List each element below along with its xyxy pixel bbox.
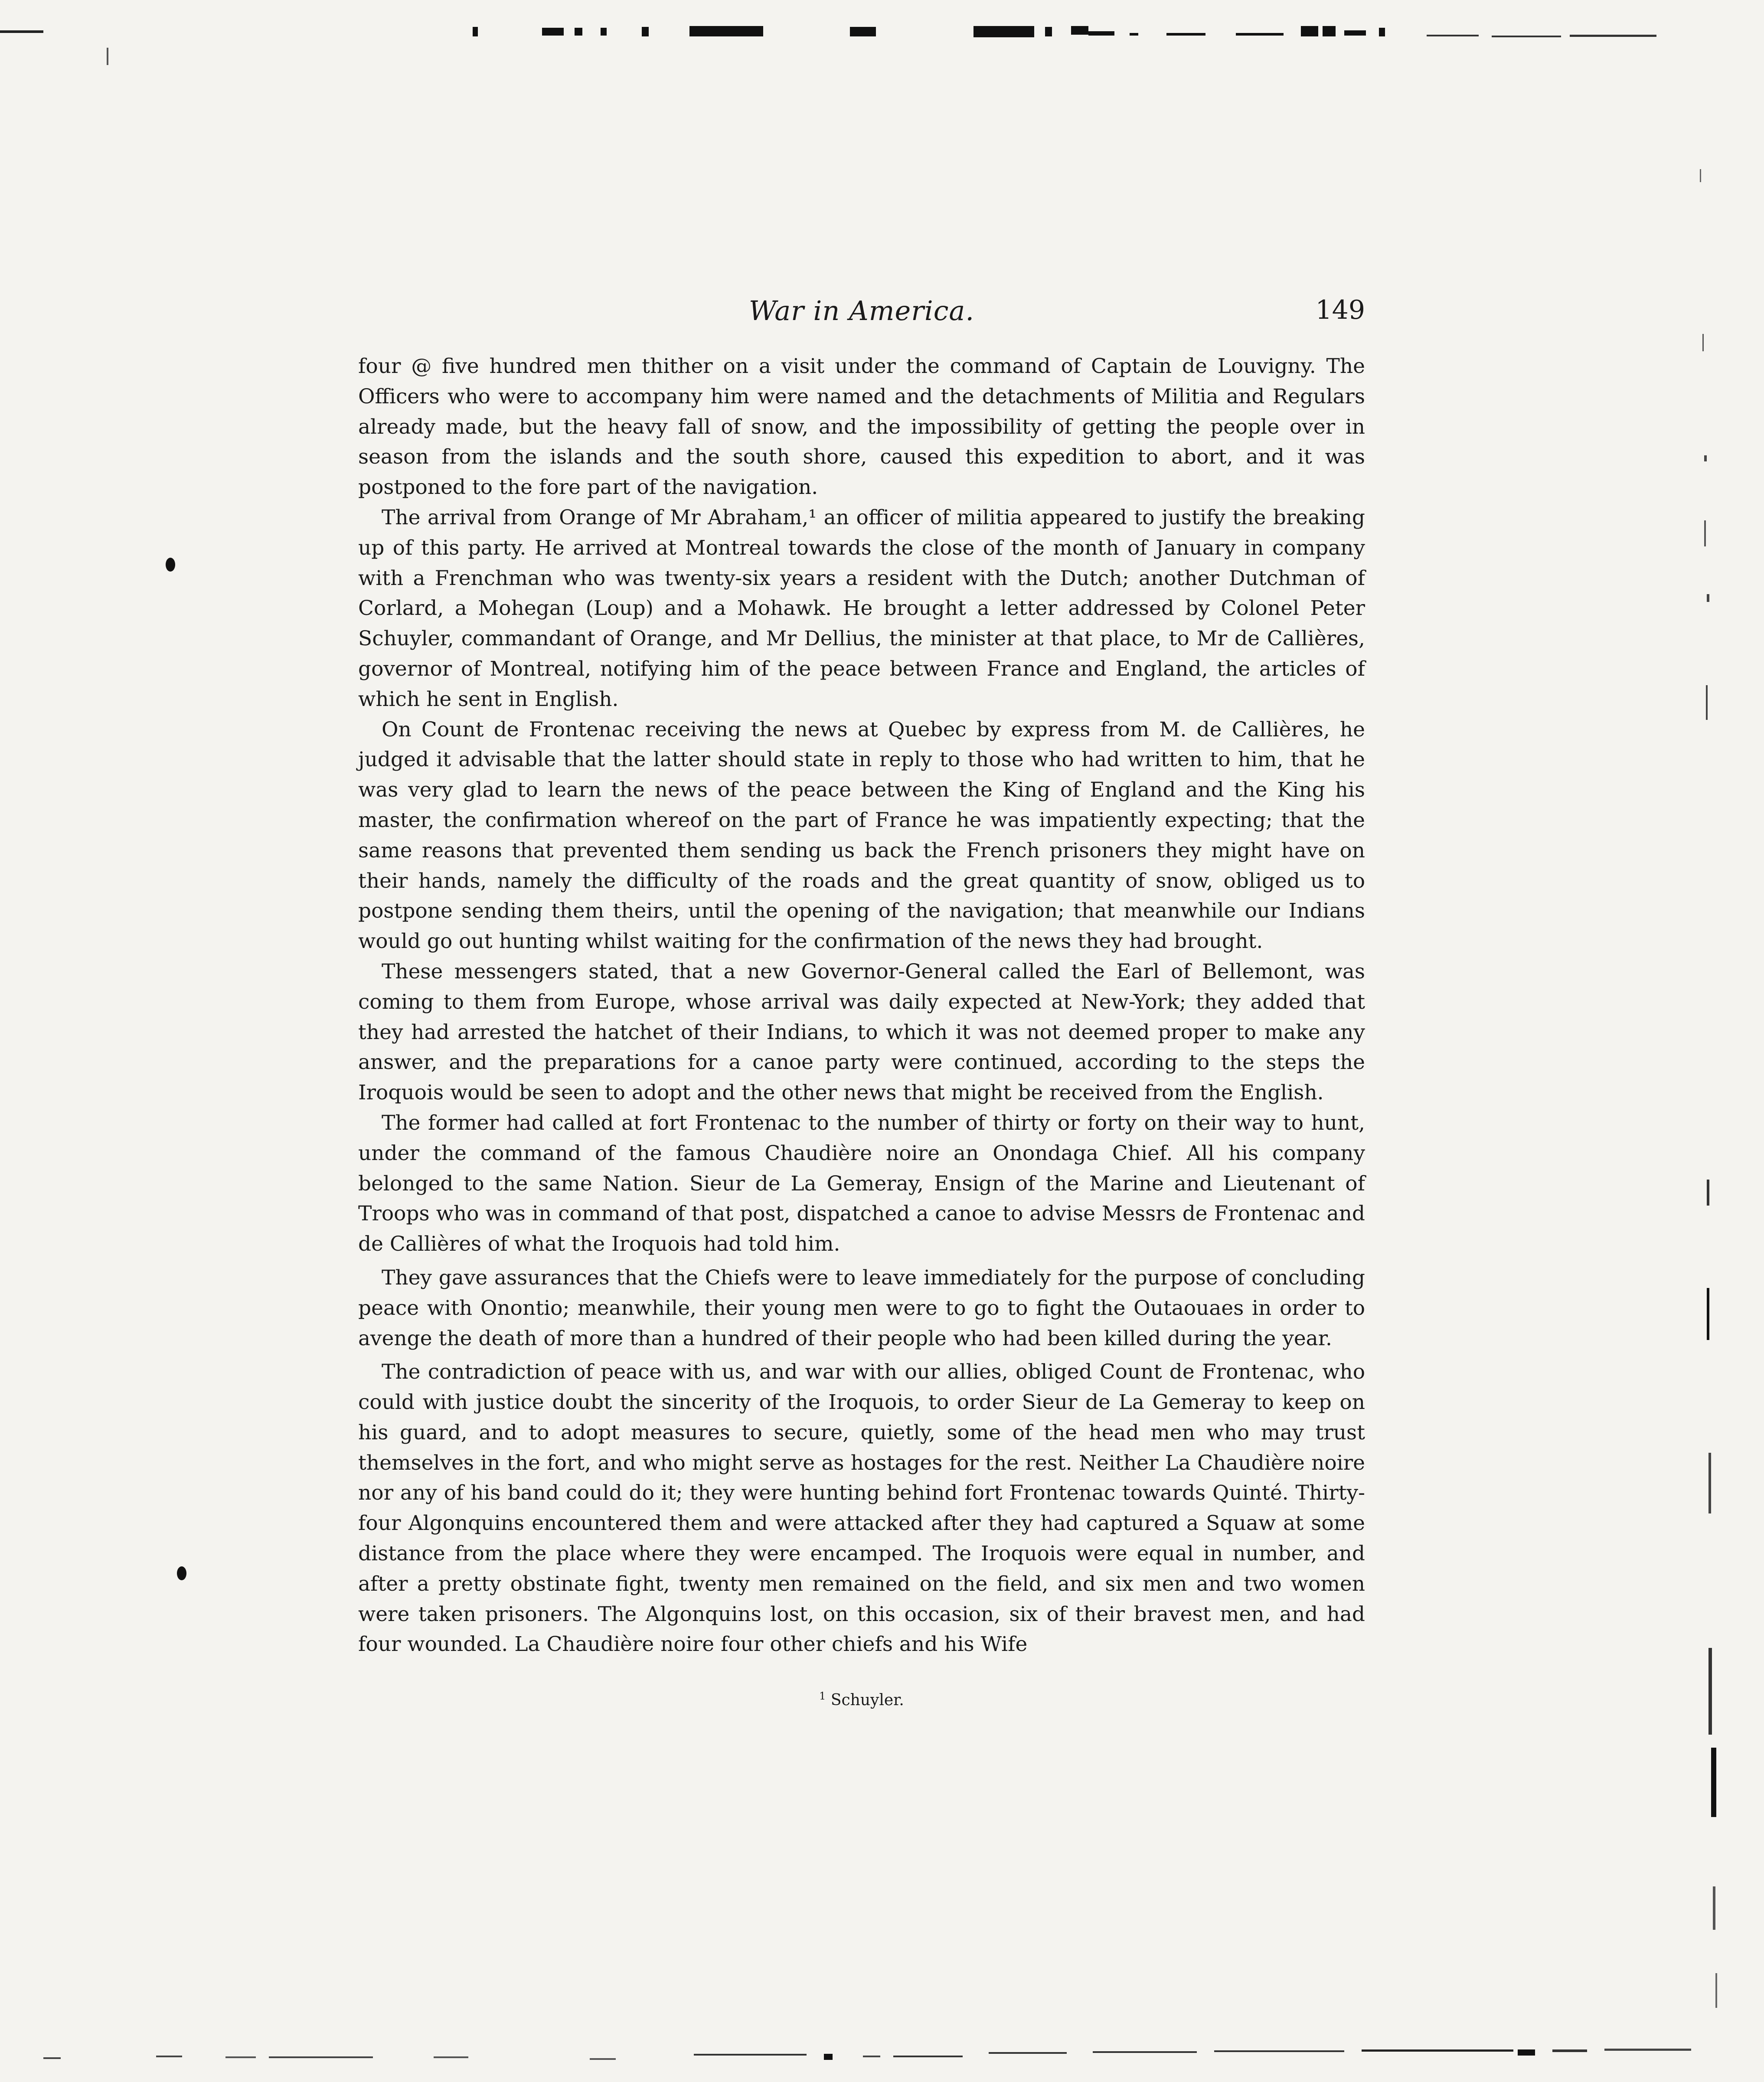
paragraph: The former had called at fort Frontenac to the number of thirty or forty on their way to hunt, under the command of the famous Chaudière noire an Onondaga Chief. All his company belonged to the same Nation. Sieur de La Gemeray, Ensign of the Marine and Lieutenant of Troops who was in command of that post, dispatched a canoe to advise Messrs de Frontenac and de Callières of what the Iroquois had told him.	[358, 1111, 1365, 1256]
scan-edge-right	[1682, 108, 1764, 2038]
paragraph: four @ five hundred men thither on a visit under the command of Captain de Louvigny. The Officers who were to accompany him were named and the detachments of Militia and Regulars already made, but the heavy fall of snow, and the impossibility of getting the people over in season from the islands and the south shore, caused this expedition to abort, and it was postponed to the fore part of the navigation.	[358, 354, 1365, 500]
document-page	[358, 291, 1365, 1709]
margin-dot	[177, 1566, 186, 1580]
running-title: War in America.	[748, 295, 975, 327]
footnote-text: Schuyler.	[830, 1691, 904, 1709]
margin-dot	[166, 558, 175, 572]
scan-edge-top	[0, 0, 1764, 65]
paragraph: The contradiction of peace with us, and war with our allies, obliged Count de Frontenac, who could with justice doubt the sincerity of the Iroquois, to order Sieur de La Gemeray to keep on his guard, and to adopt measures to secure, quietly, some of the head men who may trust themselves in the fort, and who might serve as hostages for the rest. Neither La Chaudière noire nor any of his band could do it; they were hunting behind fort Frontenac towards Quinté. Thirty-four Algonquins encountered them and were attacked after they had captured a Squaw at some distance from the place where they were encamped. The Iroquois were equal in number, and after a pretty obstinate fight, twenty men remained on the field, and six men and two women were taken prisoners. The Algonquins lost, on this occasion, six of their bravest men, and had four wounded. La Chaudière noire four other chiefs and his Wife	[358, 1360, 1365, 1657]
paragraph: On Count de Frontenac receiving the news at Quebec by express from M. de Callières, he judged it advisable that the latter should state in reply to those who had written to him, that he was very glad to learn the news of the peace between the King of England and the King his master, the confirmation whereof on the part of France he was impatiently expecting; that the same reasons that prevented them sending us back the French prisoners they might have on their hands, namely the difficulty of the roads and the great quantity of snow, obliged us to postpone sending them theirs, until the opening of the navigation; that meanwhile our Indians would go out hunting whilst waiting for the confirmation of the news they had brought.	[358, 717, 1365, 954]
footnote-marker: 1	[819, 1690, 826, 1703]
running-head	[358, 291, 1365, 334]
body-text	[358, 351, 1365, 1660]
page-number: 149	[1315, 295, 1365, 325]
paragraph: The arrival from Orange of Mr Abraham,¹ an officer of militia appeared to justify the breaking up of this party. He arrived at Montreal towards the close of the month of January in company with a Frenchman who was twenty-six years a resident with the Dutch; another Dutchman of Corlard, a Mohegan (Loup) and a Mohawk. He brought a letter addressed by Colonel Peter Schuyler, commandant of Orange, and Mr Dellius, the minister at that place, to Mr de Callières, governor of Montreal, notifying him of the peace between France and England, the articles of which he sent in English.	[358, 505, 1365, 711]
footnote	[358, 1690, 1365, 1709]
scan-edge-bottom	[0, 2034, 1764, 2082]
paragraph: These messengers stated, that a new Governor-General called the Earl of Bellemont, was coming to them from Europe, whose arrival was daily expected at New-York; they added that they had arrested the hatchet of their Indians, to which it was not deemed proper to make any answer, and the preparations for a canoe party were continued, according to the steps the Iroquois would be seen to adopt and the other news that might be received from the English.	[358, 959, 1365, 1105]
paragraph: They gave assurances that the Chiefs were to leave immediately for the purpose of concluding peace with Onontio; meanwhile, their young men were to go to fight the Outaouaes in order to avenge the death of more than a hundred of their people who had been killed during the year.	[358, 1265, 1365, 1350]
